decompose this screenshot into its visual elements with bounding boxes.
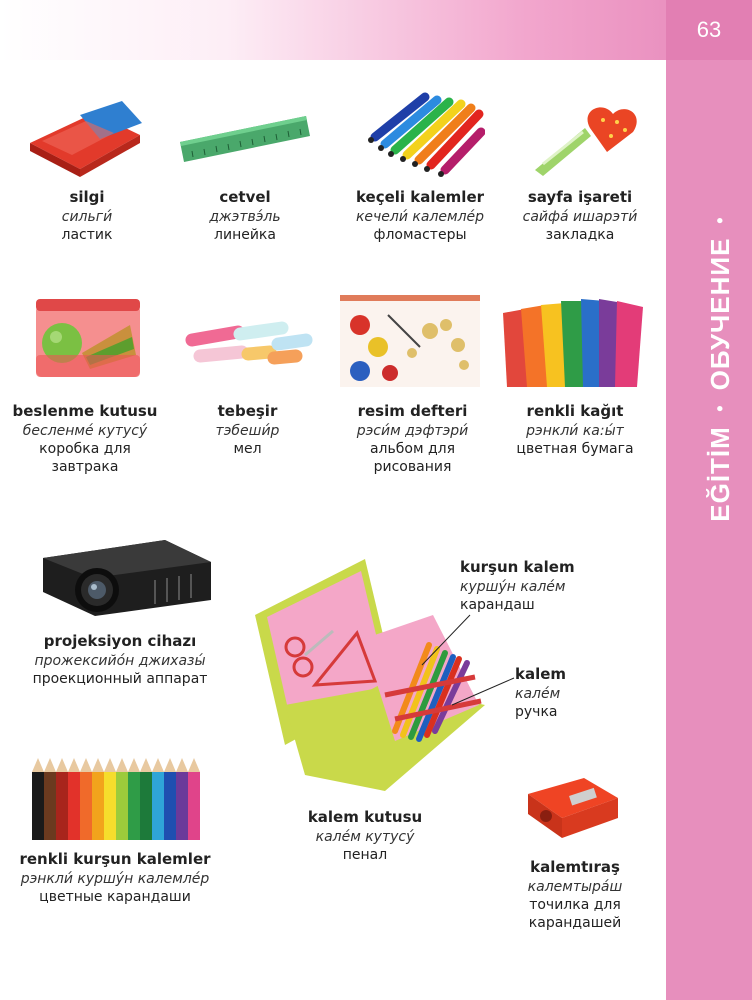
turkish-word: renkli kağıt <box>526 402 624 420</box>
russian-translation: линейка <box>214 226 276 243</box>
turkish-word: resim defteri <box>357 402 468 420</box>
russian-translation: фломастеры <box>373 226 467 243</box>
transliteration: рэси́м дэфтэри́ <box>356 422 469 439</box>
turkish-word: tebeşir <box>217 402 278 420</box>
russian-translation: проекционный аппарат <box>32 670 208 687</box>
transliteration: тэбеши́р <box>215 422 280 439</box>
russian-translation-line2: завтрака <box>51 458 119 475</box>
turkish-word: keçeli kalemler <box>355 188 485 206</box>
russian-translation: пенал <box>342 846 388 863</box>
transliteration: куршу́н калéм <box>460 578 566 595</box>
transliteration: рэнкли́ куршу́н калемлéр <box>20 870 210 887</box>
item-kalem <box>515 665 595 721</box>
turkish-word: cetvel <box>219 188 271 206</box>
transliteration: рэнкли́ ка:ы́т <box>526 422 624 439</box>
russian-translation: ластик <box>61 226 113 243</box>
turkish-word: projeksiyon cihazı <box>43 632 197 650</box>
section-title-russian: ОБУЧЕНИЕ <box>705 237 735 391</box>
russian-translation: точилка для <box>529 896 621 913</box>
turkish-word: kalem <box>515 665 567 683</box>
russian-translation: альбом для <box>369 440 456 457</box>
transliteration: сайфа́ ишарэти́ <box>522 208 638 225</box>
turkish-word: sayfa işareti <box>527 188 633 206</box>
russian-translation: мел <box>233 440 262 457</box>
item-kalem-kutusu <box>295 808 435 864</box>
sharpener-image <box>522 772 622 842</box>
russian-translation: цветные карандаши <box>39 888 191 905</box>
page-number: 63 <box>666 0 752 60</box>
item-renkli-kursun-kalemler <box>10 850 220 906</box>
transliteration: кечели́ калемлéр <box>355 208 485 225</box>
turkish-word: kalem kutusu <box>307 808 423 826</box>
separator-dot: • <box>710 404 730 412</box>
turkish-word: beslenme kutusu <box>12 402 158 420</box>
russian-translation: закладка <box>545 226 615 243</box>
transliteration: калéм <box>515 685 561 702</box>
turkish-word: silgi <box>69 188 105 206</box>
colored-pencils-image <box>28 758 206 840</box>
item-kursun-kalem <box>460 558 590 614</box>
transliteration: бесленмé кутусу́ <box>22 422 148 439</box>
transliteration: джэтвэ́ль <box>209 208 281 225</box>
russian-translation-line2: карандашей <box>528 914 622 931</box>
separator-dot: • <box>710 216 730 224</box>
item-kalemtiras <box>505 858 645 932</box>
transliteration: прожексийо́н джихазы́ <box>34 652 206 669</box>
turkish-word: renkli kurşun kalemler <box>19 850 211 868</box>
russian-translation: ручка <box>515 703 558 720</box>
transliteration: сильги́ <box>61 208 113 225</box>
transliteration: калéм кутусу́ <box>315 828 415 845</box>
russian-translation: цветная бумага <box>516 440 634 457</box>
russian-translation-line2: рисования <box>373 458 452 475</box>
section-title-turkish: EĞİTİM <box>705 426 735 522</box>
russian-translation: коробка для <box>39 440 131 457</box>
turkish-word: kurşun kalem <box>460 558 575 576</box>
turkish-word: kalemtıraş <box>530 858 620 876</box>
transliteration: калемтыра́ш <box>527 878 623 895</box>
russian-translation: карандаш <box>460 596 535 613</box>
